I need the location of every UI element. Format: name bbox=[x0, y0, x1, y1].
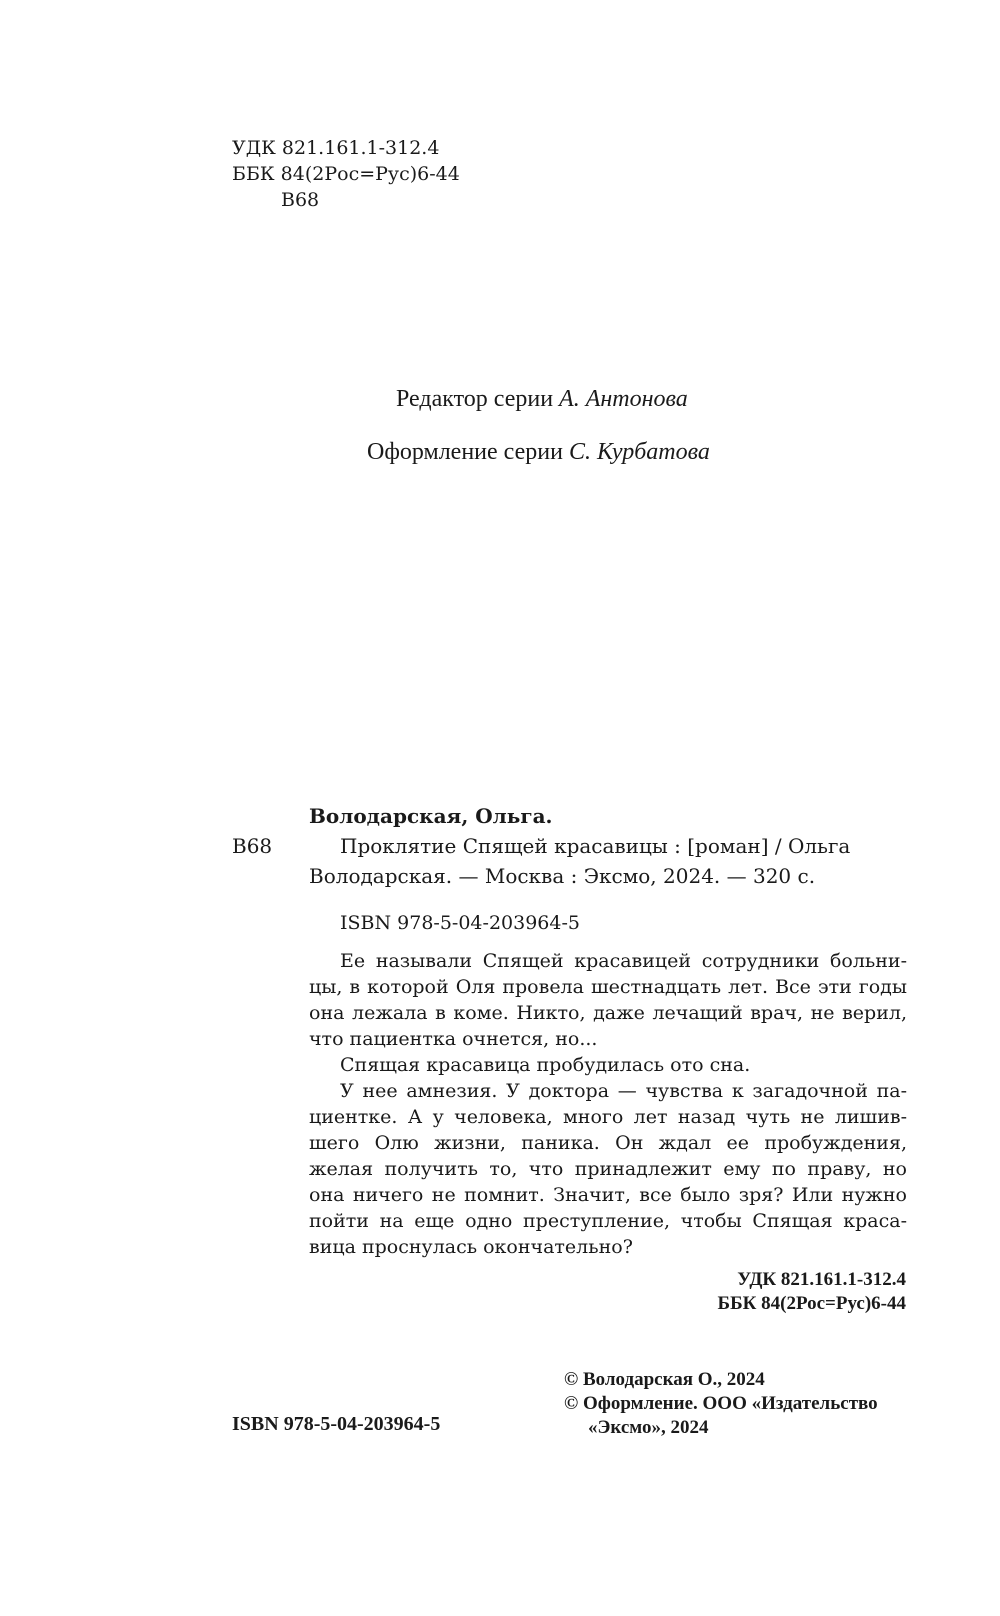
copyright-author: © Володарская О., 2024 bbox=[564, 1369, 765, 1390]
editor-name: А. Антонова bbox=[559, 386, 688, 412]
bib-title-line-1: Проклятие Спящей красавицы : [роман] / Ольга bbox=[340, 834, 851, 858]
bib-title-line-2: Володарская. — Москва : Эксмо, 2024. — 320 с. bbox=[309, 864, 816, 888]
annotation-line: шего Олю жизни, паника. Он ждал ее пробуждения, bbox=[309, 1132, 907, 1154]
annotation-line: пойти на еще одно преступление, чтобы Спящая краса- bbox=[309, 1210, 907, 1232]
annotation-line: она ничего не помнит. Значит, все было зря? Или нужно bbox=[309, 1184, 907, 1206]
top-bbk: ББК 84(2Рос=Рус)6-44 bbox=[232, 163, 460, 185]
annotation-line: желая получить то, что принадлежит ему по праву, но bbox=[309, 1158, 907, 1180]
bib-isbn: ISBN 978-5-04-203964-5 bbox=[340, 912, 580, 934]
design-credit bbox=[367, 439, 710, 466]
footer-isbn: ISBN 978-5-04-203964-5 bbox=[232, 1413, 441, 1435]
classification-bbk: ББК 84(2Рос=Рус)6-44 bbox=[717, 1293, 906, 1314]
annotation-line: Спящая красавица пробудилась ото сна. bbox=[340, 1054, 751, 1076]
design-name: С. Курбатова bbox=[568, 439, 710, 465]
design-label: Оформление серии bbox=[367, 439, 563, 465]
annotation-line: У нее амнезия. У доктора — чувства к загадочной па- bbox=[340, 1080, 907, 1102]
annotation-line: цы, в которой Оля провела шестнадцать лет. Все эти годы bbox=[309, 976, 907, 998]
annotation-line: вица проснулась окончательно? bbox=[309, 1236, 633, 1258]
annotation-line: что пациентка очнется, но... bbox=[309, 1028, 598, 1050]
author-heading: Володарская, Ольга. bbox=[309, 804, 553, 828]
annotation-line: циентке. А у человека, много лет назад чуть не лишив- bbox=[309, 1106, 907, 1128]
copyright-design-line-2: «Эксмо», 2024 bbox=[588, 1417, 709, 1438]
annotation-line: Ее называли Спящей красавицей сотрудники больни- bbox=[340, 950, 907, 972]
bib-author-sign: В68 bbox=[232, 834, 273, 858]
top-author-sign: В68 bbox=[281, 189, 320, 211]
editor-label: Редактор серии bbox=[396, 386, 554, 412]
top-udk: УДК 821.161.1-312.4 bbox=[232, 137, 440, 159]
annotation-line: она лежала в коме. Никто, даже лечащий врач, не верил, bbox=[309, 1002, 907, 1024]
classification-udk: УДК 821.161.1-312.4 bbox=[737, 1269, 906, 1290]
copyright-design-line-1: © Оформление. ООО «Издательство bbox=[564, 1393, 878, 1414]
editor-credit bbox=[396, 386, 688, 413]
